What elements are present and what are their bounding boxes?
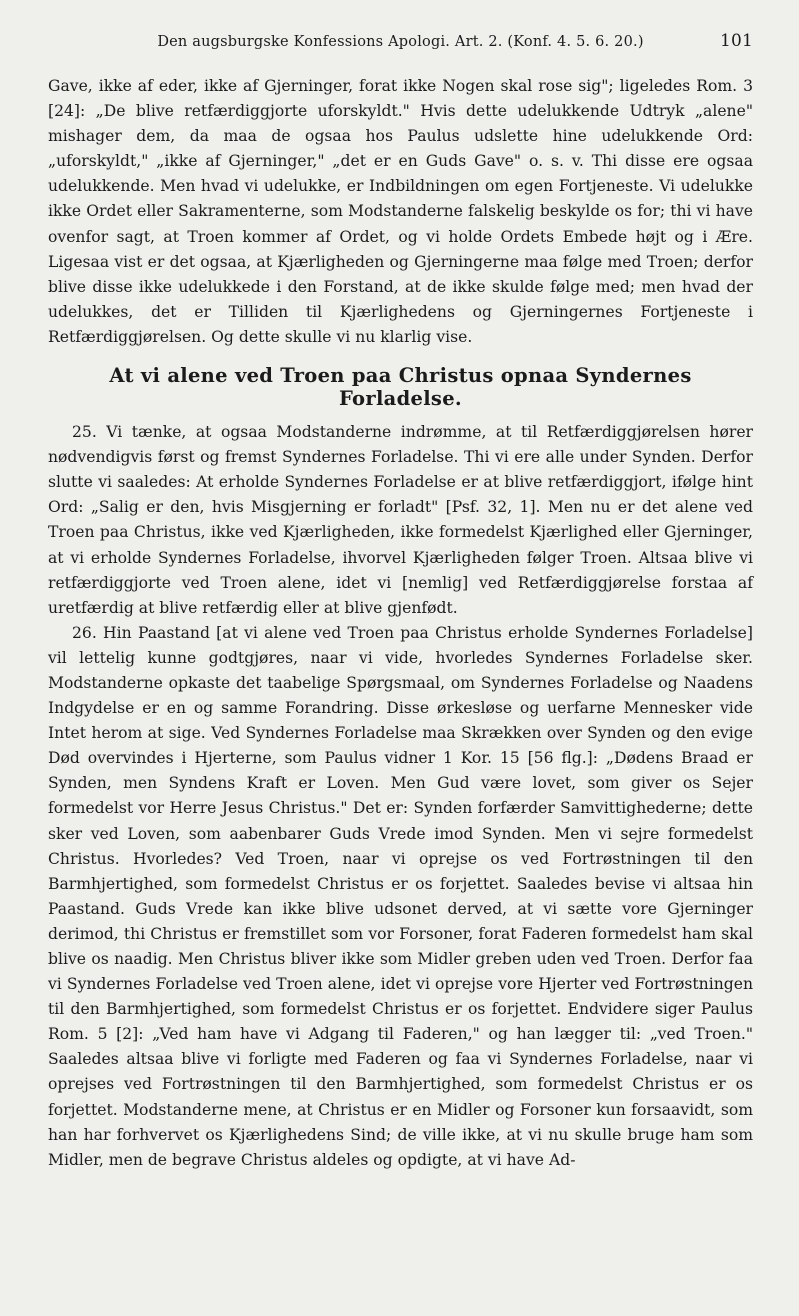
section-heading: At vi alene ved Troen paa Christus opnaa Syndernes Forladelse. bbox=[109, 364, 692, 411]
page-number: 101 bbox=[719, 31, 753, 51]
body-text bbox=[48, 74, 753, 1173]
paragraph-25: 25. Vi tænke, at ogsaa Modstanderne indrømme, at til Retfærdiggjørelsen hører nødvendigvis først og fremst Syndernes Forladelse. Thi vi ere alle under Synden. Derfor slutte vi saaledes: At erholde Syndernes Forladelse er at blive retfærdiggjort, ifølge hint Ord: „Salig er den, hvis Misgjerning er forladt" [Psf. 32, 1]. Men nu er det alene ved Troen paa Christus, ikke ved Kjærligheden, ikke formedelst Kjærlighed eller Gjerninger, at vi erholde Syndernes Forladelse, ihvorvel Kjærligheden følger Troen. Altsaa blive vi retfærdiggjorte ved Troen alene, idet vi [nemlig] ved Retfærdiggjørelse forstaa af uretfærdig at blive retfærdig eller at blive gjenfødt. bbox=[48, 423, 753, 617]
paragraph-continuation: Gave, ikke af eder, ikke af Gjerninger, forat ikke Nogen skal rose sig"; ligeledes Rom. 3 [24]: „De blive retfærdiggjorte uforskyldt." Hvis dette udelukkende Udtryk „alene" mishager dem, da maa de ogsaa hos Paulus udslette hine udelukkende Ord: „uforskyldt," „ikke af Gjerninger," „det er en Guds Gave" o. s. v. Thi disse ere ogsaa udelukkende. Men hvad vi udelukke, er Indbildningen om egen Fortjeneste. Vi udelukke ikke Ordet eller Sakramenterne, som Modstanderne falskelig beskylde os for; thi vi have ovenfor sagt, at Troen kommer af Ordet, og vi holde Ordets Embede højt og i Ære. Ligesaa vist er det ogsaa, at Kjærligheden og Gjerningerne maa følge med Troen; derfor blive disse ikke udelukkede i den Forstand, at de ikke skulde følge med; men hvad der udelukkes, det er Tilliden til Kjærlighedens og Gjerningernes Fortjeneste i Retfærdiggjørelsen. Og dette skulle vi nu klarlig vise. bbox=[48, 77, 753, 346]
paragraph-26: 26. Hin Paastand [at vi alene ved Troen paa Christus erholde Syndernes Forladelse] vil lettelig kunne godtgjøres, naar vi vide, hvorledes Syndernes Forladelse sker. Modstanderne opkaste det taabelige Spørgsmaal, om Syndernes Forladelse og Naadens Indgydelse er en og samme Forandring. Disse ørkesløse og uerfarne Mennesker vide Intet herom at sige. Ved Syndernes Forladelse maa Skrækken over Synden og den evige Død overvindes i Hjerterne, som Paulus vidner 1 Kor. 15 [56 flg.]: „Dødens Braad er Synden, men Syndens Kraft er Loven. Men Gud være lovet, som giver os Sejer formedelst vor Herre Jesus Christus." Det er: Synden forfærder Samvittighederne; dette sker ved Loven, som aabenbarer Guds Vrede imod Synden. Men vi sejre formedelst Christus. Hvorledes? Ved Troen, naar vi oprejse os ved Fortrøstningen til den Barmhjertighed, som formedelst Christus er os forjettet. Saaledes bevise vi altsaa hin Paastand. Guds Vrede kan ikke blive udsonet derved, at vi sætte vore Gjerninger derimod, thi Christus er fremstillet som vor Forsoner, forat Faderen formedelst ham skal blive os naadig. Men Christus bliver ikke som Midler greben uden ved Troen. Derfor faa vi Syndernes Forladelse ved Troen alene, idet vi oprejse vore Hjerter ved Fortrøstningen til den Barmhjertighed, som formedelst Christus er os forjettet. Endvidere siger Paulus Rom. 5 [2]: „Ved ham have vi Adgang til Faderen," og han lægger til: „ved Troen." Saaledes altsaa blive vi forligte med Faderen og faa vi Syndernes Forladelse, naar vi oprejses ved Fortrøstningen til den Barmhjertighed, som formedelst Christus er os forjettet. Modstanderne mene, at Christus er en Midler og Forsoner kun forsaavidt, som han har forhvervet os Kjærlighedens Sind; de ville ikke, at vi nu skulle bruge ham som Midler, men de begrave Christus aldeles og opdigte, at vi have Ad- bbox=[48, 623, 753, 1169]
running-head bbox=[48, 31, 753, 60]
running-head-title: Den augsburgske Konfessions Apologi. Art. 2. (Konf. 4. 5. 6. 20.) bbox=[157, 34, 644, 50]
